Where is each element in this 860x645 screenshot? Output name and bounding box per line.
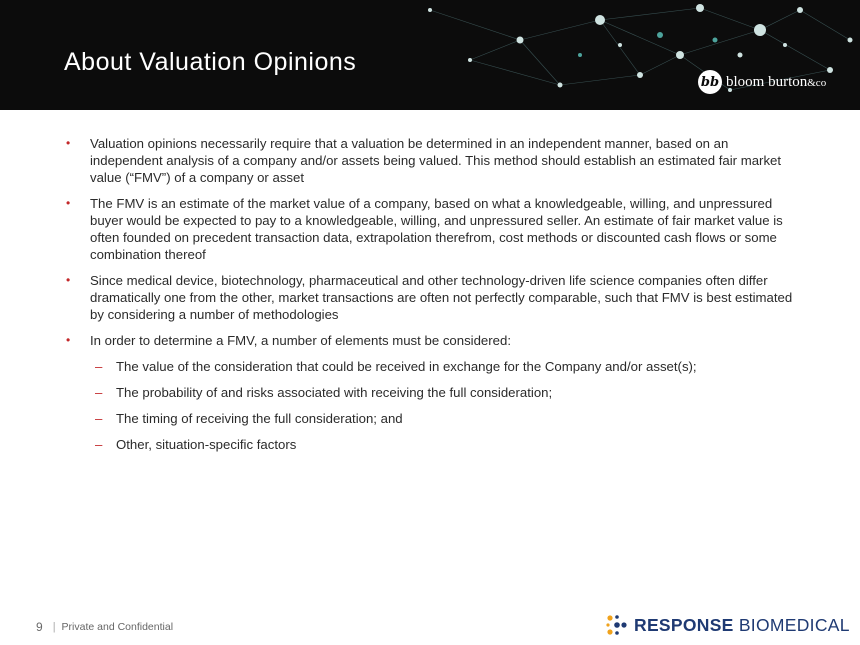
slide-footer bbox=[36, 620, 173, 634]
sub-bullet-marker: – bbox=[95, 411, 103, 426]
sub-bullet-marker: – bbox=[95, 359, 103, 374]
bloom-burton-logo-icon: bb bbox=[698, 70, 722, 94]
bloom-burton-logo-text bbox=[726, 74, 826, 91]
bullet-text: Valuation opinions necessarily require that a valuation be determined in an independent manner, based on an independent analysis of a company and/or assets being valued. This method should establish an estimated fair market value (“FMV”) of a company or asset bbox=[90, 136, 782, 185]
sub-bullet-text: The value of the consideration that could be received in exchange for the Company and/or asset(s); bbox=[116, 359, 697, 374]
bloom-burton-logo bbox=[698, 69, 826, 95]
sub-bullet-list bbox=[64, 358, 794, 453]
slide-body bbox=[64, 135, 794, 462]
logo-name-suffix: &co bbox=[807, 76, 827, 89]
sub-bullet-item bbox=[64, 410, 794, 427]
bullet-marker: • bbox=[66, 273, 71, 287]
bullet-marker: • bbox=[66, 136, 71, 150]
sub-bullet-item bbox=[64, 384, 794, 401]
sub-bullet-text: The timing of receiving the full consideration; and bbox=[116, 411, 403, 426]
bullet-text: Since medical device, biotechnology, pharmaceutical and other technology-driven life science companies often differ dramatically one from the other, market transactions are often not perfectly comparable, such that FMV is best estimated by considering a number of methodologies bbox=[90, 273, 793, 322]
logo-name-main: bloom burton bbox=[726, 73, 808, 90]
sub-bullet-marker: – bbox=[95, 437, 103, 452]
sub-bullet-item bbox=[64, 436, 794, 453]
bullet-item bbox=[64, 195, 794, 263]
page-number: 9 bbox=[36, 620, 43, 634]
bullet-marker: • bbox=[66, 196, 71, 210]
sub-bullet-text: Other, situation-specific factors bbox=[116, 437, 297, 452]
sub-bullet-item bbox=[64, 358, 794, 375]
confidential-label: Private and Confidential bbox=[61, 621, 174, 633]
response-biomedical-logo-icon bbox=[606, 614, 628, 636]
slide-header bbox=[0, 0, 860, 110]
bullet-text: In order to determine a FMV, a number of elements must be considered: bbox=[90, 333, 511, 348]
footer-separator: | bbox=[52, 621, 56, 633]
page-title: About Valuation Opinions bbox=[64, 48, 357, 76]
sub-bullet-marker: – bbox=[95, 385, 103, 400]
response-biomedical-logo bbox=[606, 614, 850, 636]
bullet-list bbox=[64, 135, 794, 349]
bullet-text: The FMV is an estimate of the market value of a company, based on what a knowledgeable, willing, and unpressured buyer would be expected to pay to a knowledgeable, willing, and unpressured seller. An estimate of fair market value is often founded on precedent transaction data, extrapolation therefrom, cost methods or discounted cash flows or some combination thereof bbox=[90, 196, 783, 262]
brand-word-biomedical: BIOMEDICAL bbox=[738, 614, 850, 635]
brand-word-response: RESPONSE bbox=[634, 614, 734, 635]
response-biomedical-wordmark bbox=[634, 615, 850, 636]
bullet-item bbox=[64, 272, 794, 323]
bullet-marker: • bbox=[66, 333, 71, 347]
sub-bullet-text: The probability of and risks associated with receiving the full consideration; bbox=[116, 385, 553, 400]
bullet-item bbox=[64, 332, 794, 349]
bullet-item bbox=[64, 135, 794, 186]
